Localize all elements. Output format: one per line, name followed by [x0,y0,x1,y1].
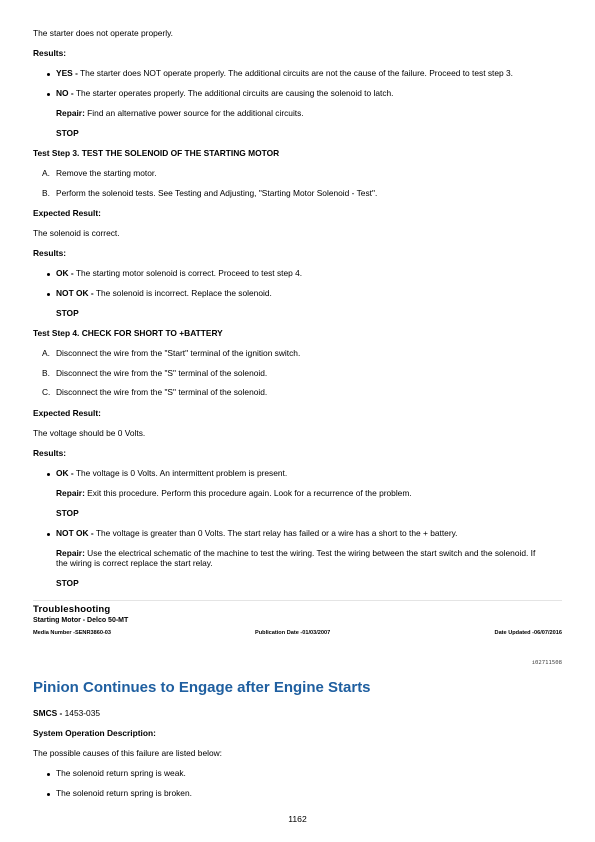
page-number: 1162 [288,814,307,824]
cause-item: The solenoid return spring is broken. [56,788,192,798]
result-ok-key: OK - [56,268,74,278]
result-ok-text: The voltage is 0 Volts. An intermittent problem is present. [73,468,288,478]
repair-key: Repair: [56,108,85,118]
step4-result-notok [56,528,562,538]
stop-label: STOP [56,578,79,588]
result-yes-key: YES - [56,68,78,78]
section-subtitle: Starting Motor - Delco 50-MT [33,617,129,624]
step4-item-text: Disconnect the wire from the "Start" terminal of the ignition switch. [56,348,301,358]
repair-note [56,488,562,498]
causes-intro: The possible causes of this failure are listed below: [33,748,223,758]
system-operation-label: System Operation Description: [33,728,156,738]
publication-date: Publication Date -01/03/2007 [255,630,331,636]
result-ok-text: The starting motor solenoid is correct. Proceed to test step 4. [73,268,303,278]
article-title: Pinion Continues to Engage after Engine Starts [33,679,371,696]
step4-expected-text: The voltage should be 0 Volts. [33,428,146,438]
section-title: Troubleshooting [33,604,111,615]
repair-text: Find an alternative power source for the additional circuits. [84,108,304,118]
smcs-line [33,708,562,718]
result-notok-text: The voltage is greater than 0 Volts. The start relay has failed or a wire has a short to the + battery. [93,528,458,538]
step3-expected-text: The solenoid is correct. [33,228,120,238]
step3-item-letter: A. [42,168,50,178]
intro-text: The starter does not operate properly. [33,28,173,38]
step3-title: Test Step 3. TEST THE SOLENOID OF THE STARTING MOTOR [33,148,280,158]
section-divider [33,600,562,601]
result-notok-key: NOT OK - [56,528,94,538]
stop-label: STOP [56,508,79,518]
document-id: i02711508 [531,660,562,666]
result-no-key: NO - [56,88,74,98]
results-label: Results: [33,48,67,58]
result-no [56,88,562,98]
result-yes-text: The starter does NOT operate properly. The additional circuits are not the cause of the failure. Proceed to test step 3. [77,68,513,78]
smcs-value: 1453-035 [62,708,101,718]
step4-item-text: Disconnect the wire from the "S" terminal of the solenoid. [56,368,268,378]
smcs-key: SMCS - [33,708,63,718]
repair-note [56,108,562,118]
step4-item-letter: C. [42,387,51,397]
result-ok-key: OK - [56,468,74,478]
step4-result-ok [56,468,562,478]
repair-key: Repair: [56,488,85,498]
repair-text: Exit this procedure. Perform this procedure again. Look for a recurrence of the problem. [84,488,412,498]
step3-results-label: Results: [33,248,67,258]
step4-expected-label: Expected Result: [33,408,101,418]
result-notok-text: The solenoid is incorrect. Replace the solenoid. [93,288,272,298]
repair-note [56,548,536,568]
result-notok-key: NOT OK - [56,288,94,298]
step3-result-ok [56,268,562,278]
repair-key: Repair: [56,548,85,558]
result-no-text: The starter operates properly. The additional circuits are causing the solenoid to latch. [73,88,394,98]
cause-item: The solenoid return spring is weak. [56,768,186,778]
step4-item-letter: A. [42,348,50,358]
step3-item-text: Perform the solenoid tests. See Testing and Adjusting, "Starting Motor Solenoid - Test". [56,188,378,198]
step4-results-label: Results: [33,448,67,458]
step3-item-text: Remove the starting motor. [56,168,157,178]
step4-item-text: Disconnect the wire from the "S" terminal of the solenoid. [56,387,268,397]
date-updated: Date Updated -06/07/2016 [494,630,562,636]
step3-item-letter: B. [42,188,50,198]
step4-title: Test Step 4. CHECK FOR SHORT TO +BATTERY [33,328,223,338]
step3-expected-label: Expected Result: [33,208,101,218]
media-number: Media Number -SENR3860-03 [33,630,112,636]
step3-result-notok [56,288,562,298]
result-yes [56,68,562,78]
repair-text: Use the electrical schematic of the machine to test the wiring. Test the wiring between the start switch and the solenoid. If the wiring is correct replace the start relay. [56,548,536,568]
stop-label: STOP [56,128,79,138]
stop-label: STOP [56,308,79,318]
step4-item-letter: B. [42,368,50,378]
